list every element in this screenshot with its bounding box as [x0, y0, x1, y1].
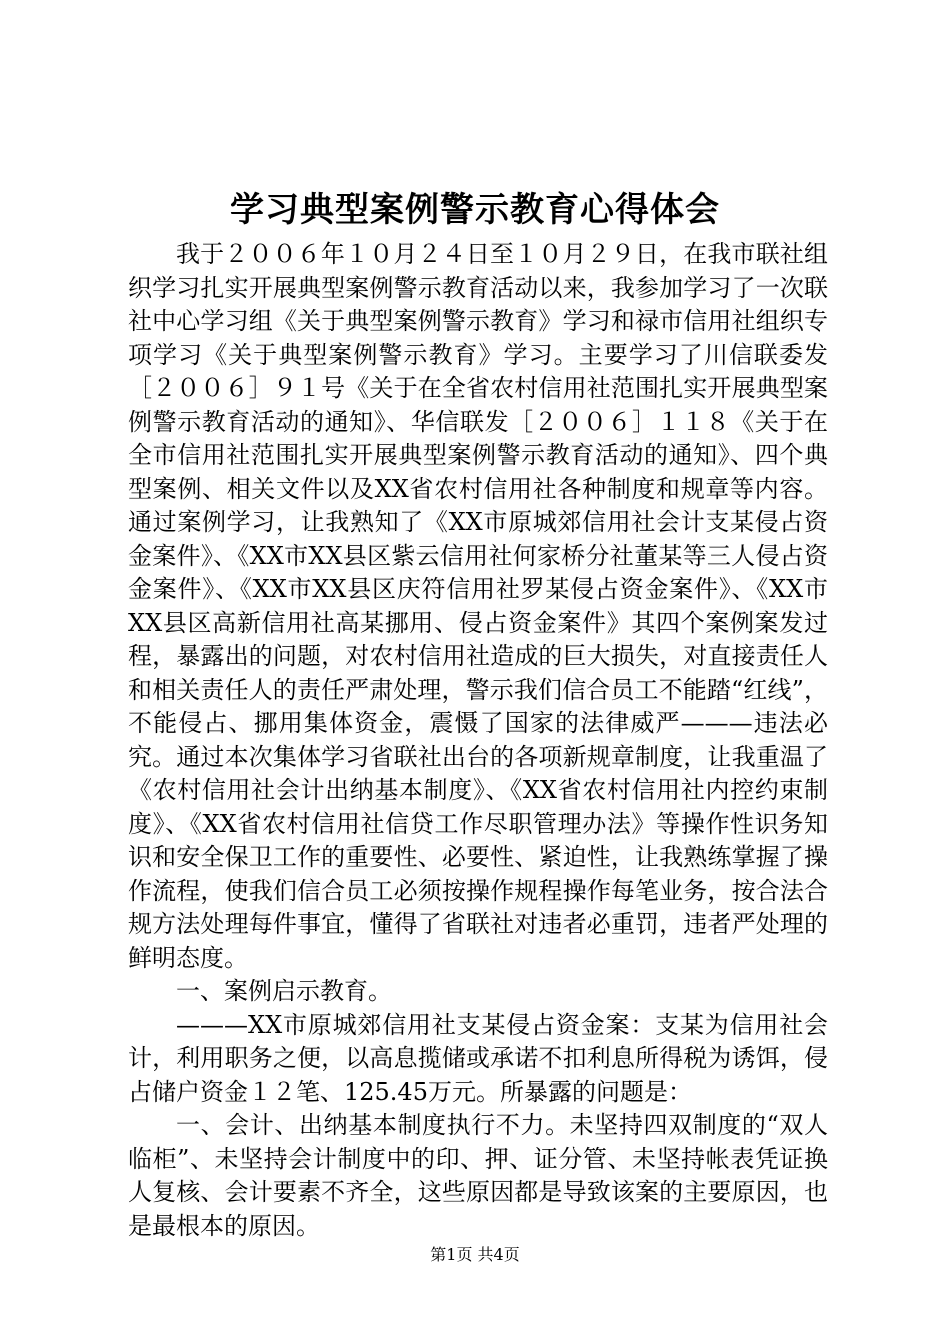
paragraph-case-summary: ———XX市原城郊信用社支某侵占资金案：支某为信用社会计，利用职务之便，以高息揽储或承诺不扣利息所得税为诱饵，侵占储户资金１２笔、125.45万元。所暴露的问题是：: [128, 1010, 828, 1106]
document-body: [128, 238, 828, 1243]
paragraph-section-heading: 一、案例启示教育。: [176, 977, 392, 1005]
paragraph-issue-one: 一、会计、出纳基本制度执行不力。未坚持四双制度的“双人临柜”、未坚持会计制度中的印、押、证分管、未坚持帐表凭证换人复核、会计要素不齐全，这些原因都是导致该案的主要原因，也是最根本的原因。: [128, 1111, 828, 1240]
document-title: 学习典型案例警示教育心得体会: [230, 190, 720, 230]
page-number-footer: 第1页 共4页: [430, 1245, 520, 1264]
paragraph-intro: 我于２００６年１０月２４日至１０月２９日，在我市联社组织学习扎实开展典型案例警示教育活动以来，我参加学习了一次联社中心学习组《关于典型案例警示教育》学习和禄市信用社组织专项学习《关于典型案例警示教育》学习。主要学习了川信联委发［２００６］９１号《关于在全省农村信用社范围扎实开展典型案例警示教育活动的通知》、华信联发［２００６］１１８《关于在全市信用社范围扎实开展典型案例警示教育活动的通知》、四个典型案例、相关文件以及XX省农村信用社各种制度和规章等内容。通过案例学习，让我熟知了《XX市原城郊信用社会计支某侵占资金案件》、《XX市XX县区紫云信用社何家桥分社董某等三人侵占资金案件》、《XX市XX县区庆符信用社罗某侵占资金案件》、《XX市XX县区高新信用社高某挪用、侵占资金案件》其四个案例案发过程，暴露出的问题，对农村信用社造成的巨大损失，对直接责任人和相关责任人的责任严肃处理，警示我们信合员工不能踏“红线”，不能侵占、挪用集体资金，震慑了国家的法律威严———违法必究。通过本次集体学习省联社出台的各项新规章制度，让我重温了《农村信用社会计出纳基本制度》、《XX省农村信用社内控约束制度》、《XX省农村信用社信贷工作尽职管理办法》等操作性识务知识和安全保卫工作的重要性、必要性、紧迫性，让我熟练掌握了操作流程，使我们信合员工必须按操作规程操作每笔业务，按合法合规方法处理每件事宜，懂得了省联社对违者必重罚，违者严处理的鲜明态度。: [128, 240, 828, 972]
